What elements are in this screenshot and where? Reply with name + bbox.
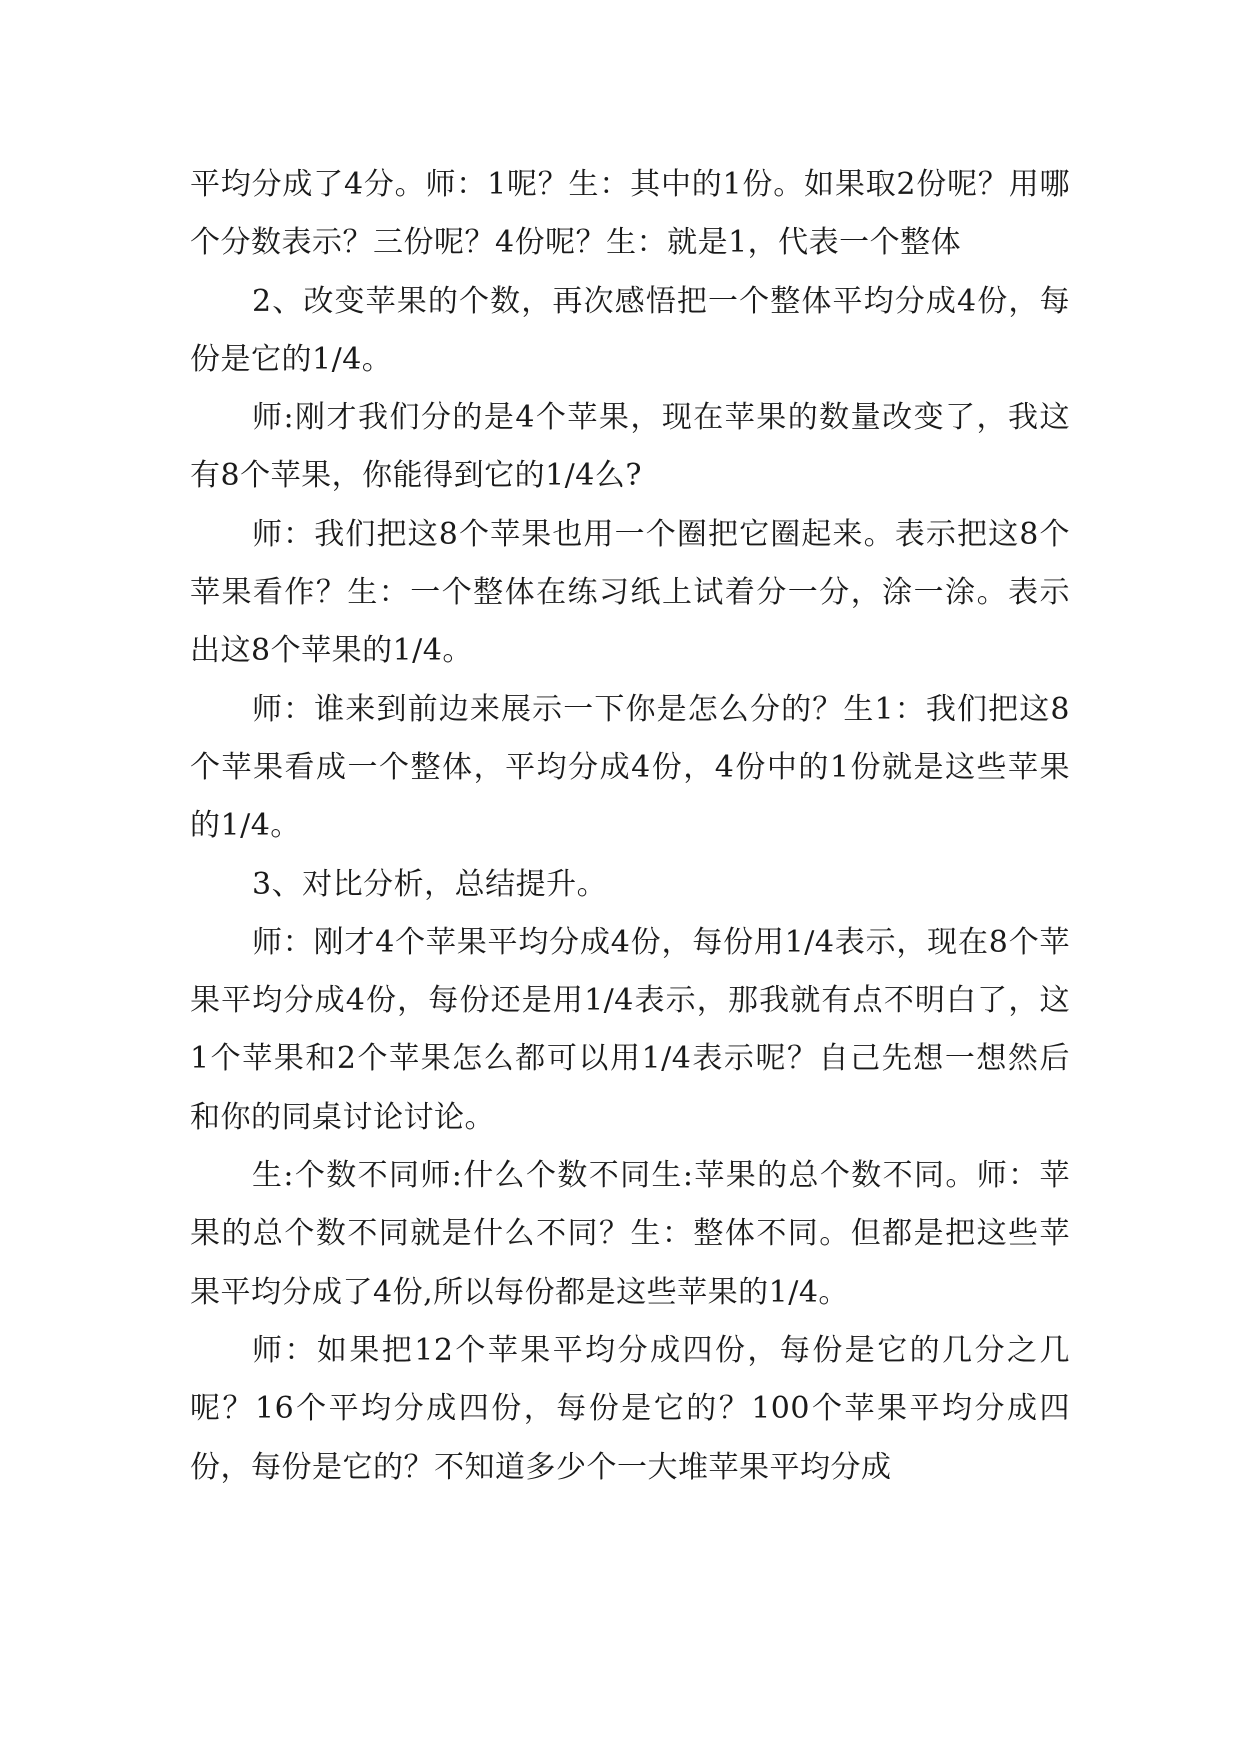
paragraph-3: 师:刚才我们分的是4个苹果，现在苹果的数量改变了，我这有8个苹果，你能得到它的1/4么? (190, 400, 1070, 494)
paragraph-4: 师：我们把这8个苹果也用一个圈把它圈起来。表示把这8个苹果看作？生：一个整体在练习纸上试着分一分，涂一涂。表示出这8个苹果的1/4。 (190, 516, 1070, 669)
paragraph-8: 生:个数不同师:什么个数不同生:苹果的总个数不同。师：苹果的总个数不同就是什么不同？生：整体不同。但都是把这些苹果平均分成了4份,所以每份都是这些苹果的1/4。 (190, 1158, 1070, 1310)
paragraph-2: 2、改变苹果的个数，再次感悟把一个整体平均分成4份，每份是它的1/4。 (190, 283, 1070, 377)
document-body (190, 156, 1070, 1497)
paragraph-6: 3、对比分析，总结提升。 (252, 866, 608, 902)
paragraph-1: 平均分成了4分。师：1呢？生：其中的1份。如果取2份呢？用哪个分数表示？三份呢？4份呢？生：就是1，代表一个整体 (190, 167, 1070, 261)
paragraph-9: 师：如果把12个苹果平均分成四份，每份是它的几分之几呢？16个平均分成四份，每份是它的？100个苹果平均分成四份，每份是它的？不知道多少个一大堆苹果平均分成 (190, 1332, 1070, 1485)
paragraph-5: 师：谁来到前边来展示一下你是怎么分的？生1：我们把这8个苹果看成一个整体，平均分成4份，4份中的1份就是这些苹果的1/4。 (190, 691, 1070, 844)
paragraph-7: 师：刚才4个苹果平均分成4份，每份用1/4表示，现在8个苹果平均分成4份，每份还是用1/4表示，那我就有点不明白了，这1个苹果和2个苹果怎么都可以用1/4表示呢？自己先想一想然后和你的同桌讨论讨论。 (190, 924, 1070, 1135)
